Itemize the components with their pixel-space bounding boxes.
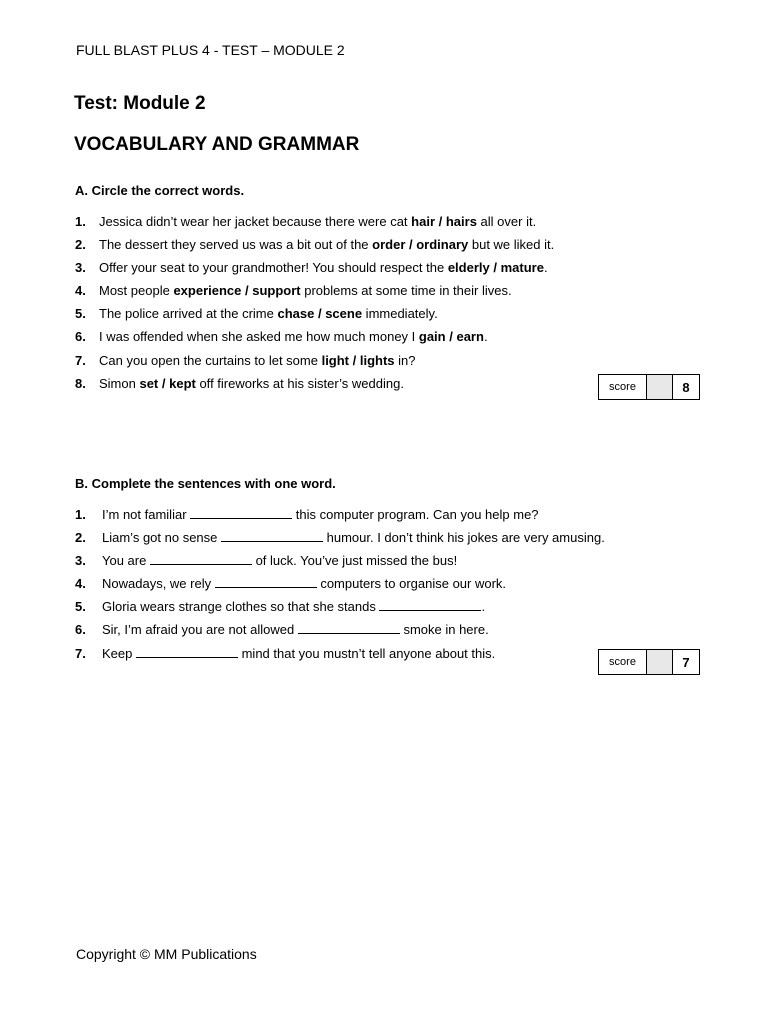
option-2[interactable]: scene [325, 306, 363, 321]
section-b-instruction: B. Complete the sentences with one word. [75, 476, 336, 491]
option-2[interactable]: mature [500, 260, 544, 275]
item-text-after: in? [394, 353, 416, 368]
score-entry-cell[interactable] [647, 650, 673, 674]
item-number: 5. [75, 306, 86, 321]
item-number: 1. [75, 214, 86, 229]
item-text-before: Nowadays, we rely [102, 576, 215, 591]
item-text-before: You are [102, 553, 150, 568]
item-text-after: off fireworks at his sister’s wedding. [195, 376, 404, 391]
copyright-footer: Copyright © MM Publications [76, 946, 257, 962]
item-text-after: . [543, 260, 548, 275]
section-a-item [75, 214, 536, 229]
item-text-before: The dessert they served us was a bit out of the [99, 237, 373, 252]
answer-blank[interactable] [150, 554, 252, 565]
section-b-item [75, 507, 539, 522]
item-text-after: . [483, 329, 488, 344]
option-1[interactable]: gain [418, 329, 446, 344]
option-2[interactable]: lights [359, 353, 395, 368]
section-a-item [75, 283, 512, 298]
item-text-before: Can you open the curtains to let some [99, 353, 322, 368]
option-separator: / [405, 237, 417, 252]
option-1[interactable]: experience [173, 283, 242, 298]
item-text-before: The police arrived at the crime [99, 306, 278, 321]
section-a-item [75, 353, 416, 368]
item-text-after: mind that you mustn’t tell anyone about this. [237, 646, 496, 661]
section-title: VOCABULARY AND GRAMMAR [74, 134, 360, 155]
item-text-after: smoke in here. [399, 622, 489, 637]
item-number: 3. [75, 553, 86, 568]
option-1[interactable]: hair [411, 214, 436, 229]
option-1[interactable]: elderly [447, 260, 490, 275]
item-number: 4. [75, 283, 86, 298]
score-label: score [599, 375, 647, 399]
item-text-before: I was offended when she asked me how much money I [99, 329, 419, 344]
option-1[interactable]: set [139, 376, 159, 391]
option-separator: / [489, 260, 501, 275]
answer-blank[interactable] [136, 647, 238, 658]
item-text-after: . [481, 599, 486, 614]
item-number: 7. [75, 353, 86, 368]
option-1[interactable]: order [372, 237, 406, 252]
item-text-after: but we liked it. [468, 237, 555, 252]
answer-blank[interactable] [298, 623, 400, 634]
section-a-item [75, 306, 438, 321]
option-separator: / [435, 214, 446, 229]
section-a-instruction: A. Circle the correct words. [75, 183, 245, 198]
section-b-item [75, 622, 489, 637]
item-number: 4. [75, 576, 86, 591]
item-text-before: Most people [99, 283, 174, 298]
option-separator: / [349, 353, 360, 368]
answer-blank[interactable] [190, 508, 292, 519]
page-header: FULL BLAST PLUS 4 - TEST – MODULE 2 [76, 42, 345, 58]
item-text-before: Jessica didn’t wear her jacket because there were cat [99, 214, 412, 229]
section-a-item [75, 376, 404, 391]
item-number: 6. [75, 622, 86, 637]
section-b-item [75, 646, 495, 661]
score-total: 7 [682, 654, 690, 670]
answer-blank[interactable] [215, 577, 317, 588]
option-1[interactable]: light [321, 353, 350, 368]
section-b-item [75, 576, 506, 591]
section-a-score-box [598, 374, 700, 400]
score-entry-cell[interactable] [647, 375, 673, 399]
item-number: 1. [75, 507, 86, 522]
option-separator: / [158, 376, 170, 391]
section-b-item [75, 530, 605, 545]
option-separator: / [445, 329, 457, 344]
option-2[interactable]: hairs [445, 214, 477, 229]
score-label: score [599, 650, 647, 674]
section-a-item [75, 329, 488, 344]
test-title: Test: Module 2 [74, 93, 206, 114]
item-text-before: Offer your seat to your grandmother! You should respect the [99, 260, 448, 275]
item-text-before: Simon [99, 376, 140, 391]
item-number: 2. [75, 237, 86, 252]
item-number: 8. [75, 376, 86, 391]
section-b-item [75, 599, 485, 614]
item-text-after: all over it. [476, 214, 537, 229]
section-a-item [75, 260, 548, 275]
item-text-before: Sir, I’m afraid you are not allowed [102, 622, 298, 637]
option-separator: / [314, 306, 326, 321]
option-1[interactable]: chase [277, 306, 315, 321]
answer-blank[interactable] [379, 600, 481, 611]
item-text-after: problems at some time in their lives. [300, 283, 512, 298]
item-text-after: of luck. You’ve just missed the bus! [251, 553, 458, 568]
option-2[interactable]: ordinary [416, 237, 469, 252]
section-b-score-box [598, 649, 700, 675]
item-text-before: Gloria wears strange clothes so that she stands [102, 599, 380, 614]
item-number: 3. [75, 260, 86, 275]
option-2[interactable]: earn [456, 329, 484, 344]
option-2[interactable]: support [252, 283, 301, 298]
option-2[interactable]: kept [169, 376, 196, 391]
item-number: 5. [75, 599, 86, 614]
section-b-item [75, 553, 457, 568]
item-text-after: this computer program. Can you help me? [292, 507, 539, 522]
item-number: 2. [75, 530, 86, 545]
item-text-before: Liam’s got no sense [102, 530, 221, 545]
item-number: 6. [75, 329, 86, 344]
item-text-before: I’m not familiar [102, 507, 191, 522]
answer-blank[interactable] [221, 531, 323, 542]
item-text-after: immediately. [362, 306, 438, 321]
score-total: 8 [682, 379, 690, 395]
section-a-item [75, 237, 554, 252]
item-text-after: humour. I don’t think his jokes are very amusing. [323, 530, 605, 545]
item-text-before: Keep [102, 646, 136, 661]
item-text-after: computers to organise our work. [316, 576, 507, 591]
option-separator: / [241, 283, 253, 298]
item-number: 7. [75, 646, 86, 661]
